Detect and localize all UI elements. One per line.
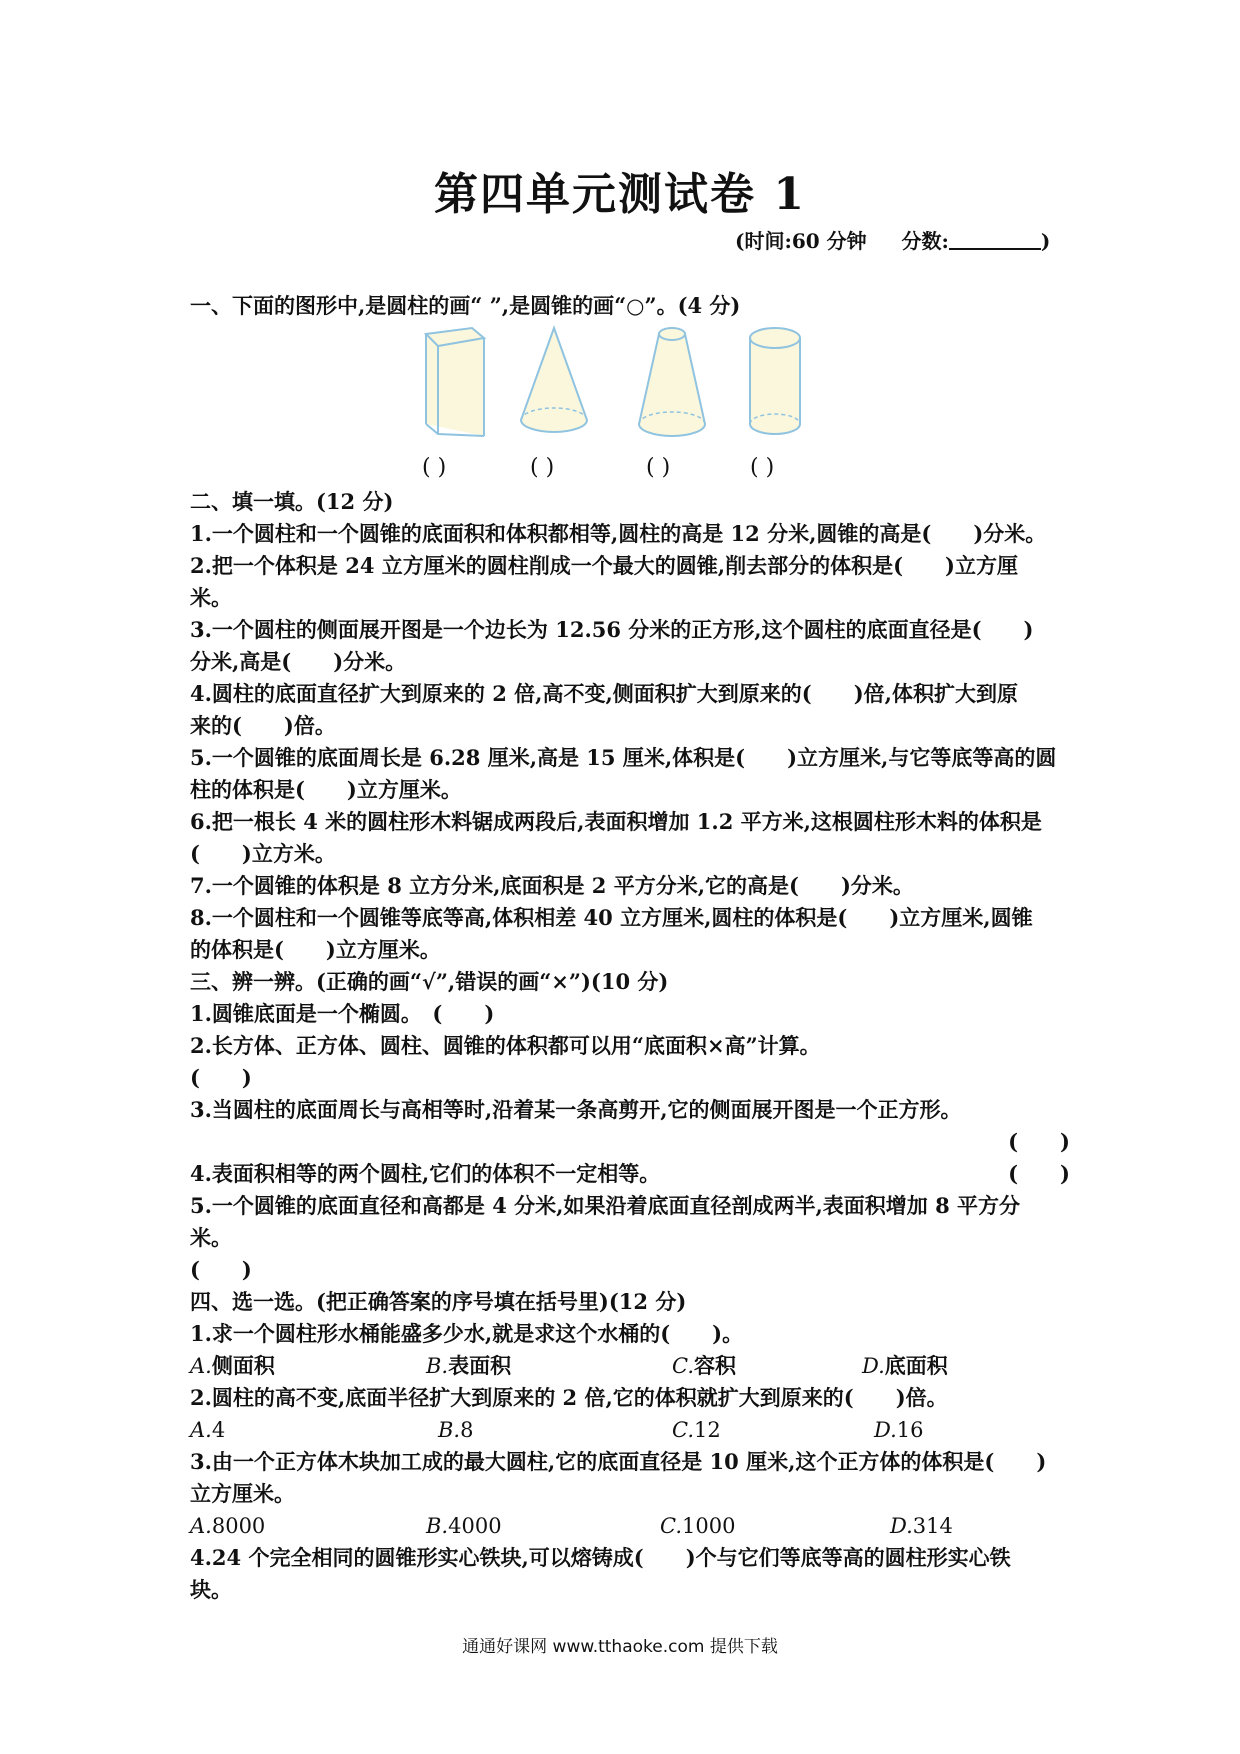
fill-item-3-cont: 分米,高是( )分米。 [190,649,407,674]
fill-item-8-cont: 的体积是( )立方厘米。 [190,937,441,962]
fill-item-3: 3.一个圆柱的侧面展开图是一个边长为 12.56 分米的正方形,这个圆柱的底面直径是( ) [190,617,1034,642]
score-label: 分数: [901,229,949,253]
time-score-line [735,225,1050,254]
section1-heading: 一、下面的图形中,是圆柱的画“ ”,是圆锥的画“○”。(4 分) [190,293,741,318]
questions [190,288,1070,1606]
option-letter: A. [190,1418,212,1442]
fill-item-5-cont: 柱的体积是( )立方厘米。 [190,777,462,802]
choice-option[interactable]: 1000 [682,1514,736,1538]
section4-heading: 四、选一选。(把正确答案的序号填在括号里)(12 分) [190,1289,687,1314]
judge-item-1: 1.圆锥底面是一个椭圆。 ( ) [190,1001,495,1026]
choice-option[interactable]: 16 [896,1418,924,1442]
answer-paren-2[interactable]: ( ) [530,455,555,480]
answer-paren-1[interactable]: ( ) [422,455,447,480]
fill-item-7: 7.一个圆锥的体积是 8 立方分米,底面积是 2 平方分米,它的高是( )分米。 [190,873,914,898]
judge-item-4: 4.表面积相等的两个圆柱,它们的体积不一定相等。 [190,1161,661,1186]
choice-option[interactable]: 4 [211,1418,226,1442]
option-letter: B. [438,1418,461,1442]
option-letter: D. [874,1418,897,1442]
section3-heading: 三、辨一辨。(正确的画“√”,错误的画“×”)(10 分) [190,969,669,994]
judge-item-3-paren[interactable]: ( ) [1008,1129,1070,1154]
fill-item-8: 8.一个圆柱和一个圆锥等底等高,体积相差 40 立方厘米,圆柱的体积是( )立方厘米,圆锥 [190,905,1033,930]
judge-item-4-row [190,1158,1070,1190]
choice-option[interactable]: 容积 [694,1353,736,1378]
fill-item-4-cont: 来的( )倍。 [190,713,336,738]
option-letter: C. [672,1354,694,1378]
choice-option[interactable]: 底面积 [884,1353,948,1378]
option-letter: C. [672,1418,694,1442]
fill-item-2-cont: 米。 [190,585,232,610]
page-title: 第四单元测试卷 1 [434,169,806,220]
section2-heading: 二、填一填。(12 分) [190,489,394,514]
choice-q2: 2.圆柱的高不变,底面半径扩大到原来的 2 倍,它的体积就扩大到原来的( )倍。 [190,1385,948,1410]
judge-item-4-paren[interactable]: ( ) [1008,1161,1070,1186]
cylinder-figure [744,324,806,448]
triangular-prism-figure [422,324,488,444]
option-letter: B. [426,1514,449,1538]
judge-item-2-paren[interactable]: ( ) [190,1065,252,1090]
option-letter: D. [890,1514,913,1538]
frustum-figure [633,324,711,448]
choice-q3-cont: 立方厘米。 [190,1481,295,1506]
choice-q4-cont: 块。 [190,1577,232,1602]
fill-item-2: 2.把一个体积是 24 立方厘米的圆柱削成一个最大的圆锥,削去部分的体积是( )立方厘 [190,553,1018,578]
choice-option[interactable]: 4000 [448,1514,502,1538]
fill-item-1: 1.一个圆柱和一个圆锥的底面积和体积都相等,圆柱的高是 12 分米,圆锥的高是( )分米。 [190,521,1047,546]
choice-option[interactable]: 8 [460,1418,474,1442]
option-letter: D. [862,1354,885,1378]
fill-item-6-cont: ( )立方米。 [190,841,336,866]
choice-q3: 3.由一个正方体木块加工成的最大圆柱,它的底面直径是 10 厘米,这个正方体的体积是( ) [190,1449,1047,1474]
choice-q1: 1.求一个圆柱形水桶能盛多少水,就是求这个水桶的( )。 [190,1321,744,1346]
judge-item-3: 3.当圆柱的底面周长与高相等时,沿着某一条高剪开,它的侧面展开图是一个正方形。 [190,1097,962,1122]
choice-option[interactable]: 314 [912,1514,953,1538]
choice-option[interactable]: 8000 [211,1514,266,1538]
fill-item-5: 5.一个圆锥的底面周长是 6.28 厘米,高是 15 厘米,体积是( )立方厘米,与它等底等高的圆 [190,745,1057,770]
judge-item-5: 5.一个圆锥的底面直径和高都是 4 分米,如果沿着底面直径剖成两半,表面积增加 8 平方分 [190,1193,1021,1218]
meta-close: ) [1040,229,1051,253]
option-letter: B. [426,1354,449,1378]
choice-option[interactable]: 12 [694,1418,721,1442]
fill-item-6: 6.把一根长 4 米的圆柱形木料锯成两段后,表面积增加 1.2 平方米,这根圆柱形木料的体积是 [190,809,1042,834]
judge-item-5-cont: 米。 [190,1225,232,1250]
option-letter: A. [190,1514,212,1538]
choice-q3-options [190,1510,1070,1542]
shape-row [190,324,1070,452]
choice-q1-options [190,1350,1070,1382]
option-letter: A. [190,1354,212,1378]
shape-answer-row [190,452,1070,486]
judge-item-5-paren[interactable]: ( ) [190,1257,252,1282]
answer-paren-4[interactable]: ( ) [750,455,775,480]
option-letter: C. [660,1514,682,1538]
footer-credit: 通通好课网 www.tthaoke.com 提供下载 [462,1637,778,1657]
choice-q2-options [190,1414,1070,1446]
time-label: (时间:60 分钟 [735,229,867,253]
cone-figure [515,324,593,448]
score-blank[interactable] [949,230,1041,250]
judge-item-2: 2.长方体、正方体、圆柱、圆锥的体积都可以用“底面积×高”计算。 [190,1033,821,1058]
answer-paren-3[interactable]: ( ) [646,455,671,480]
choice-option[interactable]: 侧面积 [211,1353,275,1378]
fill-item-4: 4.圆柱的底面直径扩大到原来的 2 倍,高不变,侧面积扩大到原来的( )倍,体积扩大到原 [190,681,1018,706]
choice-q4: 4.24 个完全相同的圆锥形实心铁块,可以熔铸成( )个与它们等底等高的圆柱形实心铁 [190,1545,1011,1570]
choice-option[interactable]: 表面积 [448,1353,512,1378]
